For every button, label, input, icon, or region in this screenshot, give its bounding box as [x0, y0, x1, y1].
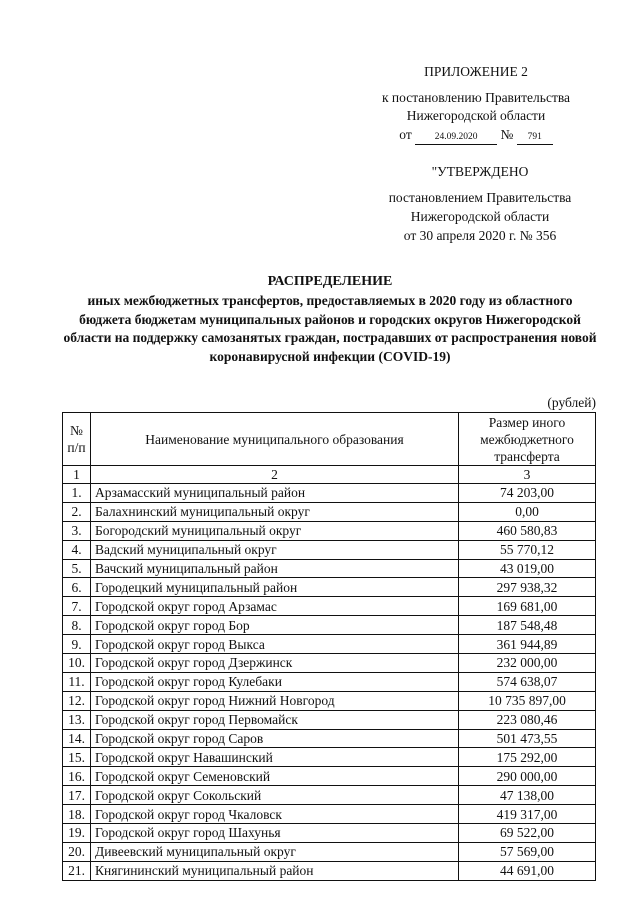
row-municipality: Вадский муниципальный округ: [91, 540, 459, 559]
table-row: [63, 767, 596, 786]
row-number: 13.: [63, 710, 91, 729]
row-amount: 574 638,07: [459, 672, 596, 691]
row-amount: 419 317,00: [459, 805, 596, 824]
table-body: [63, 484, 596, 881]
row-number: 8.: [63, 616, 91, 635]
row-number: 21.: [63, 861, 91, 880]
row-municipality: Городской округ город Дзержинск: [91, 654, 459, 673]
row-amount: 55 770,12: [459, 540, 596, 559]
row-number: 4.: [63, 540, 91, 559]
row-amount: 175 292,00: [459, 748, 596, 767]
row-municipality: Городской округ город Бор: [91, 616, 459, 635]
row-amount: 43 019,00: [459, 559, 596, 578]
row-municipality: Городской округ город Кулебаки: [91, 672, 459, 691]
row-municipality: Балахнинский муниципальный округ: [91, 502, 459, 521]
row-municipality: Арзамасский муниципальный район: [91, 484, 459, 503]
annex-date-prefix: от: [399, 127, 412, 142]
row-amount: 169 681,00: [459, 597, 596, 616]
column-numbers-row: [63, 466, 596, 484]
row-number: 10.: [63, 654, 91, 673]
table-row: [63, 654, 596, 673]
row-number: 12.: [63, 691, 91, 710]
row-amount: 74 203,00: [459, 484, 596, 503]
annex-date-line: [360, 126, 592, 145]
row-number: 6.: [63, 578, 91, 597]
approved-line-1: постановлением Правительства: [388, 190, 572, 205]
row-municipality: Городской округ город Выкса: [91, 635, 459, 654]
row-number: 20.: [63, 842, 91, 861]
table-row: [63, 502, 596, 521]
row-municipality: Вачский муниципальный район: [91, 559, 459, 578]
row-amount: 187 548,48: [459, 616, 596, 635]
table-row: [63, 861, 596, 880]
row-amount: 460 580,83: [459, 521, 596, 540]
approved-line-3: от 30 апреля 2020 г. № 356: [403, 228, 557, 243]
table-row: [63, 842, 596, 861]
table-row: [63, 710, 596, 729]
distribution-table: [62, 412, 596, 881]
approved-title: "УТВЕРЖДЕНО: [431, 164, 529, 179]
column-number-3: 3: [459, 466, 596, 484]
row-number: 17.: [63, 786, 91, 805]
row-municipality: Городской округ город Первомайск: [91, 710, 459, 729]
header-municipality: Наименование муниципального образования: [91, 413, 459, 466]
header-number: № п/п: [63, 413, 91, 466]
row-number: 1.: [63, 484, 91, 503]
currency-unit: (рублей): [547, 395, 596, 410]
annex-date-value: 24.09.2020: [415, 131, 497, 145]
annex-line-2: Нижегородской области: [406, 108, 546, 123]
row-municipality: Городской округ Навашинский: [91, 748, 459, 767]
approved-line-2: Нижегородской области: [410, 209, 550, 224]
row-amount: 44 691,00: [459, 861, 596, 880]
row-amount: 0,00: [459, 502, 596, 521]
row-municipality: Княгининский муниципальный район: [91, 861, 459, 880]
row-amount: 223 080,46: [459, 710, 596, 729]
table-row: [63, 824, 596, 843]
table-row: [63, 559, 596, 578]
table-row: [63, 672, 596, 691]
row-municipality: Городской округ Сокольский: [91, 786, 459, 805]
row-number: 9.: [63, 635, 91, 654]
column-number-2: 2: [91, 466, 459, 484]
row-number: 16.: [63, 767, 91, 786]
row-amount: 501 473,55: [459, 729, 596, 748]
row-amount: 290 000,00: [459, 767, 596, 786]
document-title: РАСПРЕДЕЛЕНИЕ: [267, 274, 393, 289]
row-amount: 10 735 897,00: [459, 691, 596, 710]
row-municipality: Городской округ город Арзамас: [91, 597, 459, 616]
row-number: 15.: [63, 748, 91, 767]
row-number: 7.: [63, 597, 91, 616]
row-number: 19.: [63, 824, 91, 843]
row-amount: 47 138,00: [459, 786, 596, 805]
row-amount: 297 938,32: [459, 578, 596, 597]
table-row: [63, 540, 596, 559]
row-municipality: Богородский муниципальный округ: [91, 521, 459, 540]
table-row: [63, 635, 596, 654]
table-row: [63, 616, 596, 635]
table-row: [63, 578, 596, 597]
row-amount: 232 000,00: [459, 654, 596, 673]
row-number: 2.: [63, 502, 91, 521]
row-number: 11.: [63, 672, 91, 691]
table-row: [63, 805, 596, 824]
row-municipality: Дивеевский муниципальный округ: [91, 842, 459, 861]
header-amount: Размер иного межбюджетного трансферта: [459, 413, 596, 466]
annex-number-sign: №: [500, 127, 514, 142]
annex-line-1: к постановлению Правительства: [381, 90, 571, 105]
table-row: [63, 748, 596, 767]
row-amount: 69 522,00: [459, 824, 596, 843]
table-row: [63, 729, 596, 748]
row-number: 3.: [63, 521, 91, 540]
row-municipality: Городской округ город Саров: [91, 729, 459, 748]
annex-title: ПРИЛОЖЕНИЕ 2: [424, 64, 528, 79]
annex-number-value: 791: [517, 131, 553, 145]
table-row: [63, 521, 596, 540]
table-row: [63, 691, 596, 710]
table-row: [63, 597, 596, 616]
row-number: 14.: [63, 729, 91, 748]
row-number: 18.: [63, 805, 91, 824]
table-header-row: [63, 413, 596, 466]
row-municipality: Городской округ город Шахунья: [91, 824, 459, 843]
column-number-1: 1: [63, 466, 91, 484]
row-number: 5.: [63, 559, 91, 578]
row-amount: 361 944,89: [459, 635, 596, 654]
table-row: [63, 484, 596, 503]
row-municipality: Городской округ город Нижний Новгород: [91, 691, 459, 710]
table-row: [63, 786, 596, 805]
row-amount: 57 569,00: [459, 842, 596, 861]
document-subtitle: иных межбюджетных трансфертов, предоставляемых в 2020 году из областного бюджета бюджетам муниципальных районов и городских округов Нижегородской области на поддержку самозанятых граждан, пострадавших от распространения новой коронавирусной инфекции (COVID-19): [63, 293, 597, 364]
row-municipality: Городской округ Семеновский: [91, 767, 459, 786]
row-municipality: Городецкий муниципальный район: [91, 578, 459, 597]
row-municipality: Городской округ город Чкаловск: [91, 805, 459, 824]
